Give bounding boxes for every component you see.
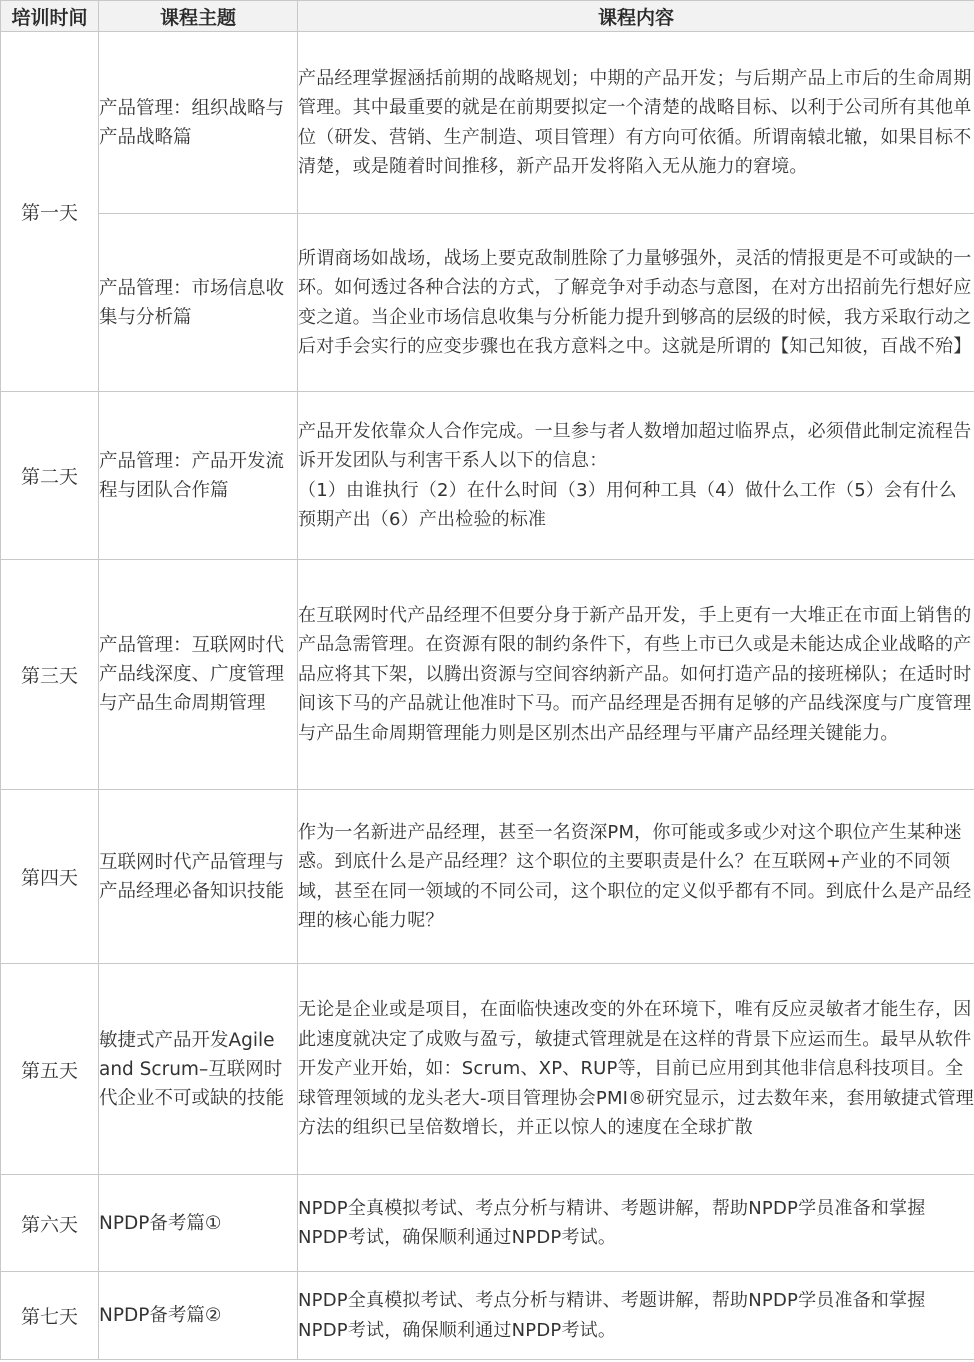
day-cell: 第三天	[1, 560, 99, 790]
table-row	[1, 214, 974, 392]
table-row	[1, 392, 974, 560]
table-row	[1, 560, 974, 790]
day-cell: 第六天	[1, 1175, 99, 1272]
day-cell: 第一天	[1, 32, 99, 392]
table-row	[1, 1175, 974, 1272]
day-cell: 第四天	[1, 790, 99, 964]
table-header-row	[1, 1, 974, 32]
table-row	[1, 1272, 974, 1360]
content-line: 产品开发依靠众人合作完成。一旦参与者人数增加超过临界点，必须借此制定流程告诉开发团队与利害干系人以下的信息：	[298, 420, 972, 471]
content-cell	[298, 392, 974, 560]
table-row	[1, 790, 974, 964]
content-cell: NPDP全真模拟考试、考点分析与精讲、考题讲解，帮助NPDP学员准备和掌握NPDP考试，确保顺利通过NPDP考试。	[298, 1175, 974, 1272]
content-cell: 作为一名新进产品经理，甚至一名资深PM，你可能或多或少对这个职位产生某种迷惑。到底什么是产品经理？这个职位的主要职责是什么？在互联网+产业的不同领域，甚至在同一领域的不同公司，这个职位的定义似乎都有不同。到底什么是产品经理的核心能力呢？	[298, 790, 974, 964]
content-line: （1）由谁执行（2）在什么时间（3）用何种工具（4）做什么工作（5）会有什么预期产出（6）产出检验的标准	[298, 479, 957, 530]
topic-cell: 产品管理：产品开发流程与团队合作篇	[99, 392, 298, 560]
topic-cell: 产品管理：市场信息收集与分析篇	[99, 214, 298, 392]
header-training-time: 培训时间	[1, 1, 99, 32]
topic-cell: 产品管理：互联网时代产品线深度、广度管理与产品生命周期管理	[99, 560, 298, 790]
table-row	[1, 964, 974, 1175]
topic-cell: 互联网时代产品管理与产品经理必备知识技能	[99, 790, 298, 964]
header-course-topic: 课程主题	[99, 1, 298, 32]
header-course-content: 课程内容	[298, 1, 974, 32]
topic-cell: 产品管理：组织战略与产品战略篇	[99, 32, 298, 214]
day-cell: 第七天	[1, 1272, 99, 1360]
topic-cell: NPDP备考篇①	[99, 1175, 298, 1272]
topic-cell: 敏捷式产品开发Agile and Scrum–互联网时代企业不可或缺的技能	[99, 964, 298, 1175]
day-cell: 第二天	[1, 392, 99, 560]
content-cell: 在互联网时代产品经理不但要分身于新产品开发，手上更有一大堆正在市面上销售的产品急需管理。在资源有限的制约条件下，有些上市已久或是未能达成企业战略的产品应将其下架，以腾出资源与空间容纳新产品。如何打造产品的接班梯队；在适时时间该下马的产品就让他准时下马。而产品经理是否拥有足够的产品线深度与广度管理与产品生命周期管理能力则是区别杰出产品经理与平庸产品经理关键能力。	[298, 560, 974, 790]
table-row	[1, 32, 974, 214]
content-cell: 产品经理掌握涵括前期的战略规划；中期的产品开发；与后期产品上市后的生命周期管理。其中最重要的就是在前期要拟定一个清楚的战略目标、以利于公司所有其他单位（研发、营销、生产制造、项目管理）有方向可依循。所谓南辕北辙，如果目标不清楚，或是随着时间推移，新产品开发将陷入无从施力的窘境。	[298, 32, 974, 214]
content-cell: NPDP全真模拟考试、考点分析与精讲、考题讲解，帮助NPDP学员准备和掌握NPDP考试，确保顺利通过NPDP考试。	[298, 1272, 974, 1360]
content-cell: 无论是企业或是项目，在面临快速改变的外在环境下，唯有反应灵敏者才能生存，因此速度就决定了成败与盈亏，敏捷式管理就是在这样的背景下应运而生。最早从软件开发产业开始，如：Scrum、XP、RUP等，目前已应用到其他非信息科技项目。全球管理领域的龙头老大-项目管理协会PMI®研究显示，过去数年来，套用敏捷式管理方法的组织已呈倍数增长，并正以惊人的速度在全球扩散	[298, 964, 974, 1175]
day-cell: 第五天	[1, 964, 99, 1175]
topic-cell: NPDP备考篇②	[99, 1272, 298, 1360]
content-cell: 所谓商场如战场，战场上要克敌制胜除了力量够强外，灵活的情报更是不可或缺的一环。如何透过各种合法的方式，了解竞争对手动态与意图，在对方出招前先行想好应变之道。当企业市场信息收集与分析能力提升到够高的层级的时候，我方采取行动之后对手会实行的应变步骤也在我方意料之中。这就是所谓的【知己知彼，百战不殆】	[298, 214, 974, 392]
